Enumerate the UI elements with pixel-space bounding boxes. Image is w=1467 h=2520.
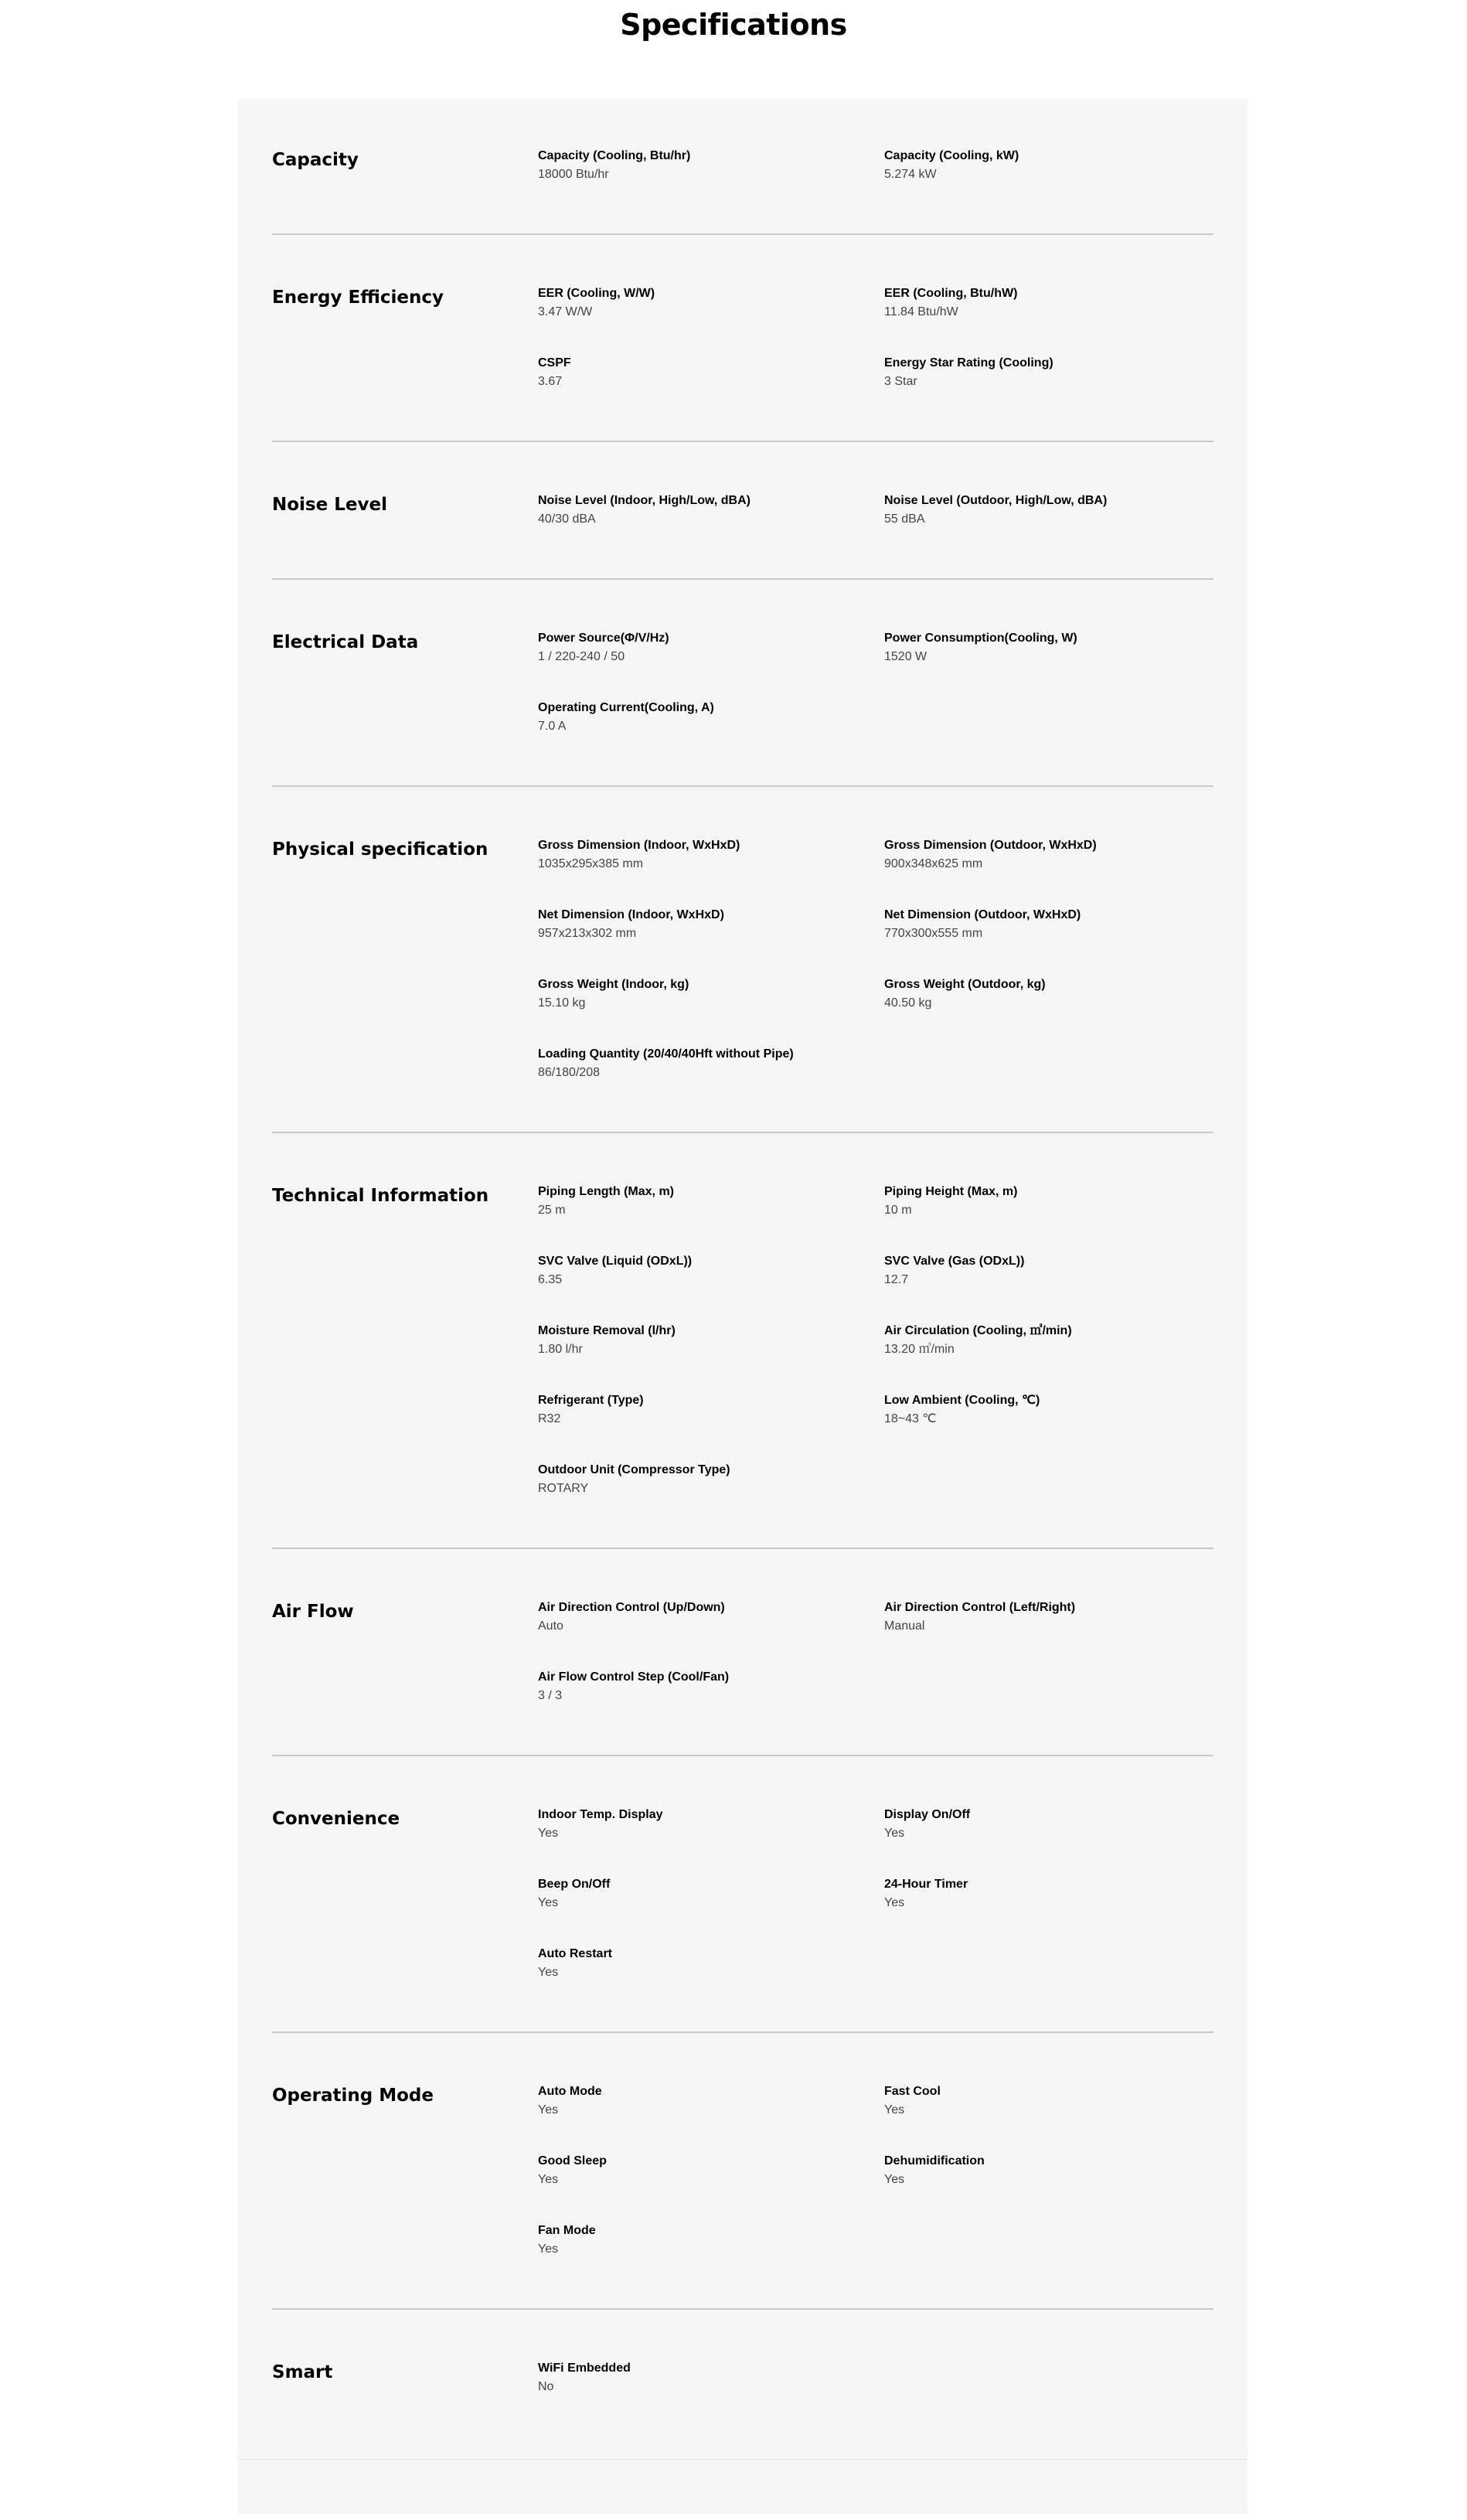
- section-title: Technical Information: [272, 1186, 489, 1206]
- spec-label: Noise Level (Outdoor, High/Low, dBA): [884, 494, 1108, 507]
- spec-item: [538, 1875, 884, 1912]
- section-title: Operating Mode: [272, 2086, 434, 2106]
- spec-label: Fan Mode: [538, 2224, 596, 2237]
- spec-value: 13.20 ㎥/min: [884, 1343, 955, 1356]
- spec-value: 957x213x302 mm: [538, 927, 637, 940]
- section-title: Electrical Data: [272, 632, 419, 652]
- spec-section-technical-information: [272, 1132, 1213, 1548]
- spec-grid: [538, 1599, 1227, 1705]
- spec-item: [538, 2359, 884, 2396]
- spec-item: [538, 147, 884, 184]
- spec-value: 18000 Btu/hr: [538, 168, 609, 181]
- spec-label: Net Dimension (Indoor, WxHxD): [538, 908, 724, 921]
- spec-label: Power Consumption(Cooling, W): [884, 632, 1077, 645]
- spec-item: [884, 836, 1227, 873]
- spec-label: Noise Level (Indoor, High/Low, dBA): [538, 494, 751, 507]
- spec-value: 55 dBA: [884, 513, 925, 526]
- spec-value: Yes: [538, 1966, 559, 1979]
- spec-value: 1520 W: [884, 650, 928, 663]
- section-title: Capacity: [272, 150, 359, 170]
- spec-item: [884, 976, 1227, 1013]
- spec-value: Yes: [884, 1827, 905, 1840]
- spec-value: 900x348x625 mm: [884, 857, 983, 870]
- spec-item: [884, 284, 1227, 322]
- spec-value: 40/30 dBA: [538, 513, 596, 526]
- spec-value: 1.80 l/hr: [538, 1343, 583, 1356]
- spec-value: 40.50 kg: [884, 996, 932, 1010]
- spec-value: Yes: [884, 2103, 905, 2116]
- spec-value: Yes: [538, 1896, 559, 1909]
- spec-item: [884, 1806, 1227, 1843]
- specifications-panel: [238, 99, 1247, 2514]
- spec-item: [884, 1391, 1227, 1429]
- spec-label: Loading Quantity (20/40/40Hft without Pipe): [538, 1047, 794, 1061]
- spec-label: Air Flow Control Step (Cool/Fan): [538, 1670, 730, 1684]
- spec-value: Manual: [884, 1619, 925, 1633]
- spec-item: [884, 1252, 1227, 1289]
- spec-label: Capacity (Cooling, Btu/hr): [538, 149, 691, 162]
- spec-value: 3.47 W/W: [538, 305, 593, 318]
- spec-item: [538, 1599, 884, 1636]
- spec-grid: [538, 836, 1227, 1082]
- spec-item: [538, 1252, 884, 1289]
- spec-item: [884, 147, 1227, 184]
- spec-value: 1035x295x385 mm: [538, 857, 644, 870]
- spec-label: Outdoor Unit (Compressor Type): [538, 1463, 730, 1476]
- spec-label: Auto Restart: [538, 1947, 613, 1960]
- spec-section-electrical-data: [272, 578, 1213, 785]
- spec-section-energy-efficiency: [272, 233, 1213, 441]
- spec-item: [538, 2082, 884, 2120]
- spec-item: [538, 1391, 884, 1429]
- spec-value: 10 m: [884, 1204, 912, 1217]
- spec-label: Good Sleep: [538, 2154, 607, 2168]
- bottom-divider: [238, 2459, 1247, 2460]
- spec-label: Capacity (Cooling, kW): [884, 149, 1019, 162]
- spec-label: Operating Current(Cooling, A): [538, 701, 714, 714]
- section-title: Smart: [272, 2362, 333, 2382]
- spec-label: Dehumidification: [884, 2154, 985, 2168]
- spec-item: [884, 1875, 1227, 1912]
- spec-value: R32: [538, 1412, 561, 1425]
- spec-section-noise-level: [272, 441, 1213, 578]
- spec-grid: [538, 284, 1227, 391]
- spec-item: [538, 1668, 884, 1705]
- spec-label: Gross Dimension (Outdoor, WxHxD): [884, 839, 1097, 852]
- spec-value: 3 Star: [884, 375, 917, 388]
- spec-value: No: [538, 2380, 554, 2393]
- spec-value: 11.84 Btu/hW: [884, 305, 958, 318]
- spec-section-physical-specification: [272, 785, 1213, 1132]
- spec-item: [884, 1322, 1227, 1359]
- spec-value: 3.67: [538, 375, 563, 388]
- spec-item: [538, 1322, 884, 1359]
- spec-label: Auto Mode: [538, 2085, 602, 2098]
- spec-value: 6.35: [538, 1273, 563, 1286]
- spec-value: Yes: [538, 1827, 559, 1840]
- spec-value: Yes: [538, 2103, 559, 2116]
- spec-label: Air Direction Control (Left/Right): [884, 1601, 1076, 1614]
- spec-label: Gross Weight (Indoor, kg): [538, 978, 689, 991]
- spec-section-convenience: [272, 1755, 1213, 2031]
- section-title: Energy Efficiency: [272, 288, 444, 308]
- spec-label: Refrigerant (Type): [538, 1394, 644, 1407]
- spec-value: 12.7: [884, 1273, 909, 1286]
- spec-section-capacity: [272, 99, 1213, 233]
- spec-label: Power Source(Φ/V/Hz): [538, 632, 669, 645]
- spec-value: 5.274 kW: [884, 168, 937, 181]
- spec-value: 86/180/208: [538, 1066, 601, 1079]
- spec-item: [538, 906, 884, 943]
- spec-value: Yes: [538, 2242, 559, 2256]
- spec-grid: [538, 492, 1227, 529]
- spec-sections: [238, 99, 1247, 2446]
- spec-label: Fast Cool: [884, 2085, 941, 2098]
- spec-label: Energy Star Rating (Cooling): [884, 356, 1053, 369]
- spec-item: [538, 354, 884, 391]
- spec-label: Beep On/Off: [538, 1878, 611, 1891]
- spec-item: [538, 492, 884, 529]
- spec-label: Indoor Temp. Display: [538, 1808, 663, 1821]
- spec-item: [538, 1045, 884, 1082]
- spec-item: [538, 976, 884, 1013]
- spec-section-operating-mode: [272, 2031, 1213, 2308]
- spec-grid: [538, 2082, 1227, 2259]
- spec-item: [538, 1945, 884, 1982]
- spec-item: [538, 1806, 884, 1843]
- spec-item: [884, 2082, 1227, 2120]
- section-title: Noise Level: [272, 495, 387, 515]
- section-title: Air Flow: [272, 1602, 354, 1622]
- spec-item: [538, 699, 884, 736]
- spec-item: [538, 2222, 884, 2259]
- spec-grid: [538, 1806, 1227, 1982]
- spec-label: Low Ambient (Cooling, ℃): [884, 1394, 1040, 1407]
- spec-label: Air Circulation (Cooling, ㎥/min): [884, 1324, 1072, 1337]
- spec-label: Piping Length (Max, m): [538, 1185, 674, 1198]
- spec-label: CSPF: [538, 356, 571, 369]
- spec-value: ROTARY: [538, 1482, 589, 1495]
- spec-item: [884, 354, 1227, 391]
- spec-grid: [538, 147, 1227, 184]
- spec-item: [884, 1599, 1227, 1636]
- spec-item: [538, 629, 884, 666]
- page-title: Specifications: [620, 8, 847, 42]
- spec-value: Yes: [538, 2173, 559, 2186]
- spec-item: [884, 629, 1227, 666]
- spec-value: 1 / 220-240 / 50: [538, 650, 625, 663]
- spec-item: [884, 1183, 1227, 1220]
- spec-value: 770x300x555 mm: [884, 927, 983, 940]
- spec-grid: [538, 629, 1227, 736]
- spec-label: 24-Hour Timer: [884, 1878, 968, 1891]
- spec-value: 25 m: [538, 1204, 566, 1217]
- spec-value: 3 / 3: [538, 1689, 563, 1702]
- spec-label: Display On/Off: [884, 1808, 971, 1821]
- spec-value: 15.10 kg: [538, 996, 586, 1010]
- section-title: Convenience: [272, 1809, 400, 1829]
- spec-item: [538, 284, 884, 322]
- spec-item: [884, 906, 1227, 943]
- spec-label: Net Dimension (Outdoor, WxHxD): [884, 908, 1081, 921]
- spec-label: EER (Cooling, Btu/hW): [884, 287, 1018, 300]
- spec-section-smart: [272, 2308, 1213, 2446]
- spec-label: WiFi Embedded: [538, 2362, 631, 2375]
- spec-grid: [538, 1183, 1227, 1498]
- spec-item: [538, 836, 884, 873]
- spec-value: Auto: [538, 1619, 563, 1633]
- spec-value: Yes: [884, 1896, 905, 1909]
- spec-value: 18~43 ℃: [884, 1412, 937, 1425]
- spec-label: Piping Height (Max, m): [884, 1185, 1018, 1198]
- spec-item: [538, 1183, 884, 1220]
- spec-item: [538, 1461, 884, 1498]
- spec-label: Moisture Removal (l/hr): [538, 1324, 676, 1337]
- spec-item: [884, 492, 1227, 529]
- spec-label: Gross Dimension (Indoor, WxHxD): [538, 839, 740, 852]
- spec-section-air-flow: [272, 1548, 1213, 1755]
- spec-label: EER (Cooling, W/W): [538, 287, 655, 300]
- spec-item: [538, 2152, 884, 2189]
- spec-label: SVC Valve (Gas (ODxL)): [884, 1255, 1025, 1268]
- spec-value: Yes: [884, 2173, 905, 2186]
- section-title: Physical specification: [272, 839, 488, 860]
- spec-grid: [538, 2359, 1227, 2396]
- spec-label: Air Direction Control (Up/Down): [538, 1601, 725, 1614]
- spec-item: [884, 2152, 1227, 2189]
- spec-label: SVC Valve (Liquid (ODxL)): [538, 1255, 693, 1268]
- spec-value: 7.0 A: [538, 720, 567, 733]
- spec-label: Gross Weight (Outdoor, kg): [884, 978, 1046, 991]
